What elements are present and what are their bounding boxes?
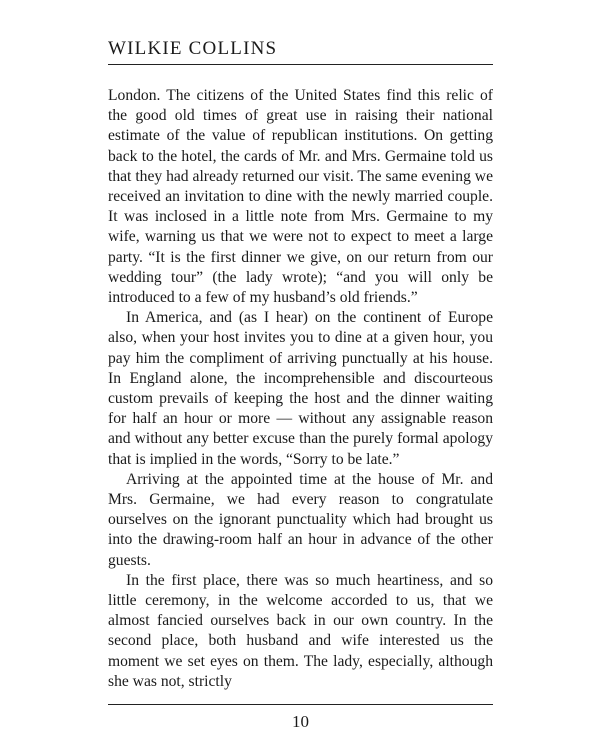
paragraph: London. The citizens of the United States find this relic of the good old times of great use in raising their national estimate of the value of republican institutions. On getting back to the hotel, the cards of Mr. and Mrs. Germaine told us that they had already returned our visit. The same evening we received an invitation to dine with the newly married couple. It was inclosed in a little note from Mrs. Germaine to my wife, warning us that we were not to expect to meet a large party. “It is the first dinner we give, on our return from our wedding tour” (the lady wrote); “and you will only be introduced to a few of my husband’s old friends.” [108, 87, 493, 307]
header-rule [108, 64, 493, 65]
paragraph: Arriving at the appointed time at the house of Mr. and Mrs. Germaine, we had every reason to congratulate ourselves on the ignorant punctuality which had brought us into the drawing-room half an hour in advance of the other guests. [108, 470, 493, 569]
running-head-author: WILKIE COLLINS [108, 38, 278, 59]
paragraph: In America, and (as I hear) on the continent of Europe also, when your host invites you to dine at a given hour, you pay him the compliment of arriving punctually at his house. In England alone, the incomprehensible and discourteous custom prevails of keeping the host and the dinner waiting for half an hour or more — without any assignable reason and without any better excuse than the purely formal apology that is implied in the words, “Sorry to be late.” [108, 309, 493, 468]
page-header [108, 38, 493, 65]
footer-rule [108, 704, 493, 705]
body-text [108, 86, 493, 692]
paragraph: In the first place, there was so much heartiness, and so little ceremony, in the welcome accorded to us, that we almost fancied ourselves back in our own country. In the second place, both husband and wife interested us the moment we set eyes on them. The lady, especially, although she was not, strictly [108, 571, 493, 690]
page-number: 10 [292, 712, 309, 731]
